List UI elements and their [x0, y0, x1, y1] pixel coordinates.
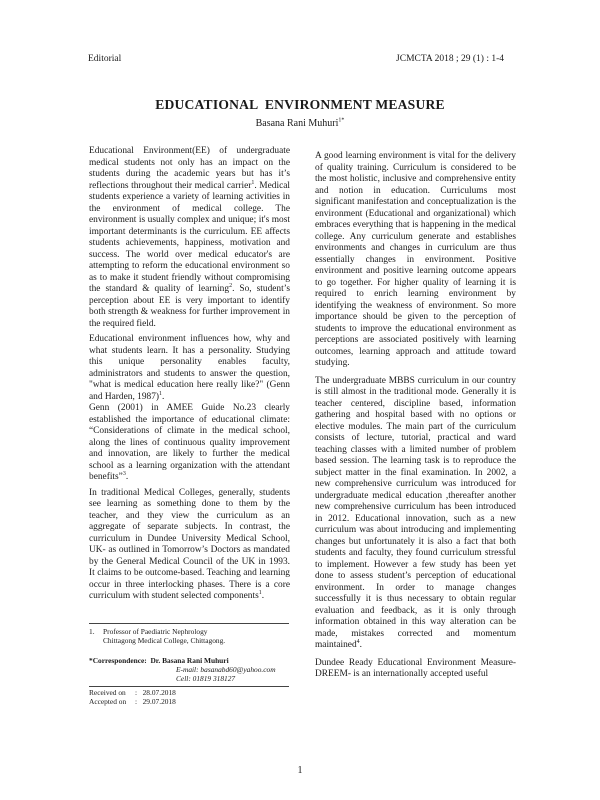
received-date: : 28.07.2018	[135, 688, 176, 697]
citation-ref: 1	[251, 179, 255, 186]
affiliation-footnote	[89, 627, 294, 645]
affiliation-line-1: Professor of Paediatric Nephrology	[103, 627, 208, 636]
correspondence-cell: Cell: 01819 318127	[176, 674, 236, 684]
author-line	[0, 118, 600, 129]
left-paragraph-2: Educational environment influences how, why and what students learn. It has a personality. Studying this unique personality enables faculty, administrators and students to answer the question, "what is medical education here really like?" (Genn and Harden, 1987)$^1$.	[89, 334, 290, 402]
right-paragraph-2: The undergraduate MBBS curriculum in our country is still almost in the traditional mode. Generally it is teacher centered, discipline based, information gathering and hospital based with no options or elective modules. The main part of the curriculum consists of lecture, tutorial, practical and ward teaching classes with a limited number of problem based session. The learning task is to reproduce the subject matter in the final examination. In 2002, a new comprehensive curriculum was introduced for undergraduate medical education ,thereafter another new comprehensive curriculum has been introduced in 2012. Educational innovation, such as a new curriculum was about introducing and implementing changes but unfortunately it is also a fact that both students and faculty, they found curriculum stressful to implement. However a few study has been yet done to assess student’s perception of educational environment. In order to manage changes successfully it is thus necessary to obtain regular evaluation and feedback, as it is only through information obtained in this way alteration can be made, mistakes corrected and momentum maintained$^4$.	[315, 375, 516, 650]
correspondence-email: E-mail: basanabd60@yahoo.com	[176, 665, 276, 675]
accepted-date: : 29.07.2018	[135, 697, 176, 707]
dates-divider	[89, 686, 289, 687]
right-column	[315, 151, 516, 685]
footnote-divider	[89, 623, 289, 624]
article-title: EDUCATIONAL ENVIRONMENT MEASURE	[155, 97, 445, 112]
author-name: Basana Rani Muhuri	[255, 118, 339, 129]
correspondence-block	[89, 656, 294, 684]
left-paragraph-1: Educational Environment(EE) of undergraduate medical students not only has an impact on the students during the academic years but has it’s reflections throughout their medical carrier$^1$. Medical students experience a variety of learning activities in the environment of medical college. The environment is usually complex and unique; it's most important determinants is the curriculum. EE affects students achievements, happiness, motivation and success. The world over medical educator's are attempting to reform the educational environment so as to make it student friendly without compromising the standard & quality of learning$^2$. So, student’s perception about EE is very important to identify both strength & weakness for further improvement in the required field.	[89, 146, 291, 329]
affiliation-number: 1.	[89, 627, 95, 636]
accepted-label: Accepted on	[89, 697, 127, 707]
dates-block	[89, 688, 294, 706]
received-label: Received on	[89, 688, 126, 697]
author-affiliation-mark: 1*	[338, 117, 345, 124]
right-paragraph-1: A good learning environment is vital for the delivery of quality training. Curriculum is considered to be the most holistic, inclusive and comprehensive entity and notion in education. Curriculums most significant manifestation and conceptualization is the environment (Educational and organizational) which embraces everything that is happening in the medical college. Any curriculum generate and establishes environments and changes in curriculum are thus essentially changes in environment. Positive environment and positive learning outcome appears to go together. For higher quality of learning it is required to enrich learning environment by identifying the weakness of environment. So more importance should be given to the perception of students to improve the educational environment as perceptions are associated positively with learning outcomes, learning approach and attitude toward studying.	[315, 151, 516, 368]
running-header-section: Editorial	[88, 54, 122, 64]
citation-ref: 1	[159, 390, 163, 397]
running-header-journal-ref: JCMCTA 2018 ; 29 (1) : 1-4	[396, 54, 504, 64]
right-paragraph-3: Dundee Ready Educational Environment Measure- DREEM- is an internationally accepted useful	[315, 657, 516, 679]
affiliation-line-2: Chittagong Medical College, Chittagong.	[103, 636, 226, 646]
left-paragraph-4: In traditional Medical Colleges, generally, students see learning as something done to them by the teacher, and they view the curriculum as an aggregate of separate subjects. In contrast, the curriculum in Dundee University Medical School, UK- as outlined in Tomorrow’s Doctors as mandated by the General Medical Council of the UK in 1993. It claims to be outcome-based. Teaching and learning occur in three interlocking phases. There is a core curriculum with student selected components$^1$.	[89, 487, 290, 601]
page-number: 1	[297, 765, 303, 776]
citation-ref: 2	[229, 282, 233, 289]
citation-ref: 1	[258, 589, 262, 596]
left-column	[89, 146, 290, 607]
left-paragraph-3: Genn (2001) in AMEE Guide No.23 clearly established the importance of educational climate: “Considerations of climate in the medical school, along the lines of continuous quality improvement and innovation, are likely to further the medical school as a learning organization with the attendant benefits”$^3$.	[89, 403, 290, 482]
citation-ref: 4	[356, 638, 360, 645]
correspondence-label: *Correspondence:	[89, 656, 147, 665]
correspondence-name: Dr. Basana Rani Muhuri	[150, 656, 229, 665]
citation-ref: 3	[122, 470, 126, 477]
